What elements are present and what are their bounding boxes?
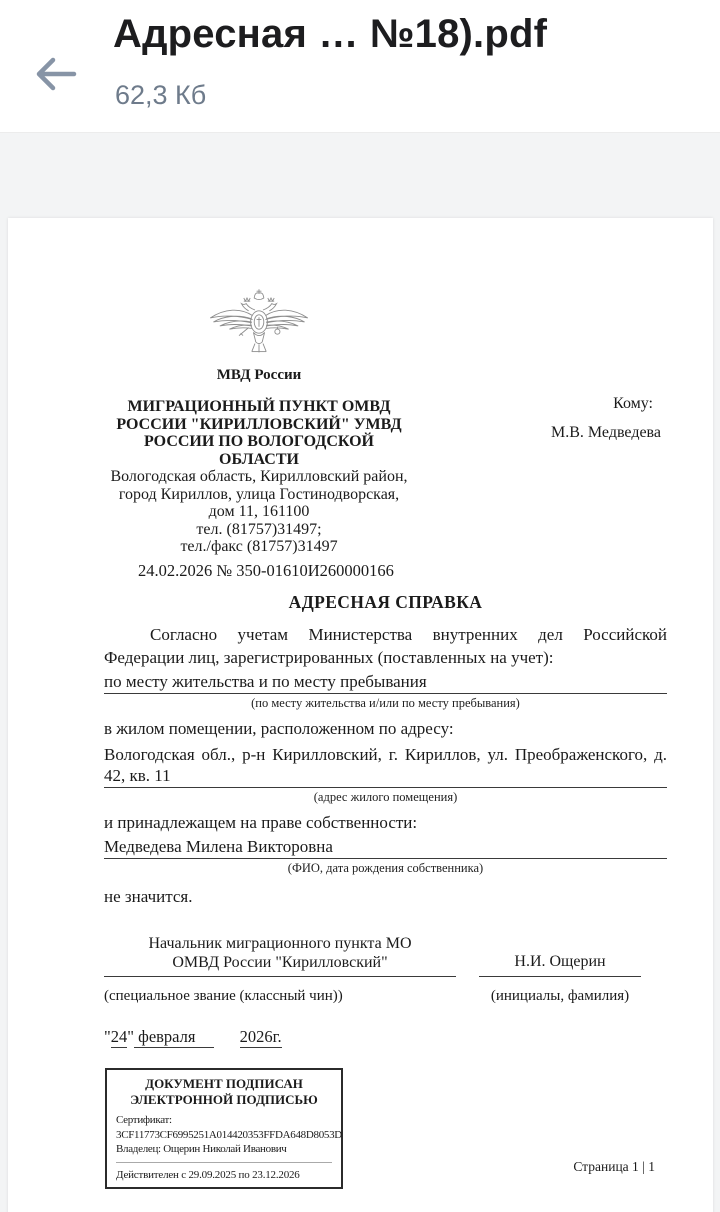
file-title: Адресная … №18).pdf (113, 12, 548, 56)
mvd-emblem-icon (104, 285, 414, 363)
sender-block (104, 283, 414, 556)
name-caption: (инициалы, фамилия) (490, 987, 630, 1004)
document-title: АДРЕСНАЯ СПРАВКА (288, 591, 483, 612)
sender-line: город Кириллов, улица Гостинодворская, (118, 485, 400, 503)
address-caption: (адрес жилого помещения) (313, 789, 458, 804)
sender-line: РОССИИ ПО ВОЛОГОДСКОЙ ОБЛАСТИ (144, 433, 374, 468)
document-header (104, 283, 667, 556)
signature-name-block (479, 934, 641, 1005)
file-size: 62,3 Кб (115, 80, 207, 110)
sender-line: РОССИИ "КИРИЛЛОВСКИЙ" УМВД (116, 415, 402, 433)
post-line: Начальник миграционного пункта МО (148, 934, 412, 952)
recipient-block (414, 283, 667, 556)
arrow-left-icon (30, 88, 82, 103)
sender-line: МИГРАЦИОННЫЙ ПУНКТ ОМВД (127, 398, 391, 415)
stamp-cert-value: 3CF11773CF6995251A014420353FFDA648D8053D (116, 1128, 342, 1141)
address-line2: 42, кв. 11 (104, 766, 667, 788)
recipient-name: М.В. Медведева (551, 424, 661, 441)
page-number: Страница 1 | 1 (573, 1159, 655, 1174)
premises-label: в жилом помещении, расположенном по адресу: (104, 718, 454, 738)
ownership-label: и принадлежащем на праве собственности: (104, 812, 418, 832)
post-caption: (специальное звание (классный чин)) (104, 987, 343, 1004)
registration-caption: (по месту жительства и/или по месту пребывания) (251, 695, 520, 710)
address-line1: Вологодская обл., р-н Кирилловский, г. Кириллов, ул. Преображенского, д. (104, 744, 667, 764)
app-bar (0, 0, 720, 133)
pdf-page[interactable] (8, 218, 713, 1212)
sender-line: дом 11, 161100 (208, 503, 310, 520)
signer-name: Н.И. Ощерин (479, 934, 641, 977)
stamp-validity: Действителен с 29.09.2025 по 23.12.2026 (116, 1162, 332, 1181)
back-button[interactable] (30, 48, 82, 100)
date-month: февраля (134, 1027, 214, 1048)
stamp-title-line: ДОКУМЕНТ ПОДПИСАН (145, 1076, 303, 1091)
stamp-title-line: ЭЛЕКТРОННОЙ ПОДПИСЬЮ (130, 1092, 318, 1107)
intro-paragraph: Согласно учетам Министерства внутренних дел Российской Федерации лиц, зарегистрированных (поставленных на учет): (104, 624, 667, 667)
quote: " (104, 1026, 111, 1046)
stamp-owner: Владелец: Ощерин Николай Иванович (116, 1143, 287, 1155)
owner-value: Медведева Милена Викторовна (104, 837, 667, 859)
sender-line: тел. (81757)31497; (196, 520, 322, 538)
registration-value: по месту жительства и по месту пребывания (104, 672, 667, 694)
stamp-cert-label: Сертификат: (116, 1114, 172, 1126)
result-text: не значится. (104, 886, 193, 906)
sender-line: тел./факс (81757)31497 (180, 538, 338, 555)
digital-signature-stamp (105, 1068, 343, 1189)
signature-post (104, 934, 456, 1005)
emblem-caption: МВД России (216, 367, 302, 383)
sender-line: Вологодская область, Кирилловский район, (110, 468, 408, 485)
date-day: 24 (110, 1026, 128, 1046)
signature-block (104, 934, 667, 1005)
signature-date (104, 1027, 667, 1047)
reference-number: 24.02.2026 № 350-01610И260000166 (138, 560, 394, 580)
sender-address (104, 398, 414, 556)
date-year: 2026г. (239, 1026, 282, 1046)
recipient-label: Кому: (613, 395, 653, 412)
post-line: ОМВД России "Кирилловский" (172, 953, 388, 971)
quote: " (127, 1026, 134, 1046)
owner-caption: (ФИО, дата рождения собственника) (287, 860, 484, 875)
